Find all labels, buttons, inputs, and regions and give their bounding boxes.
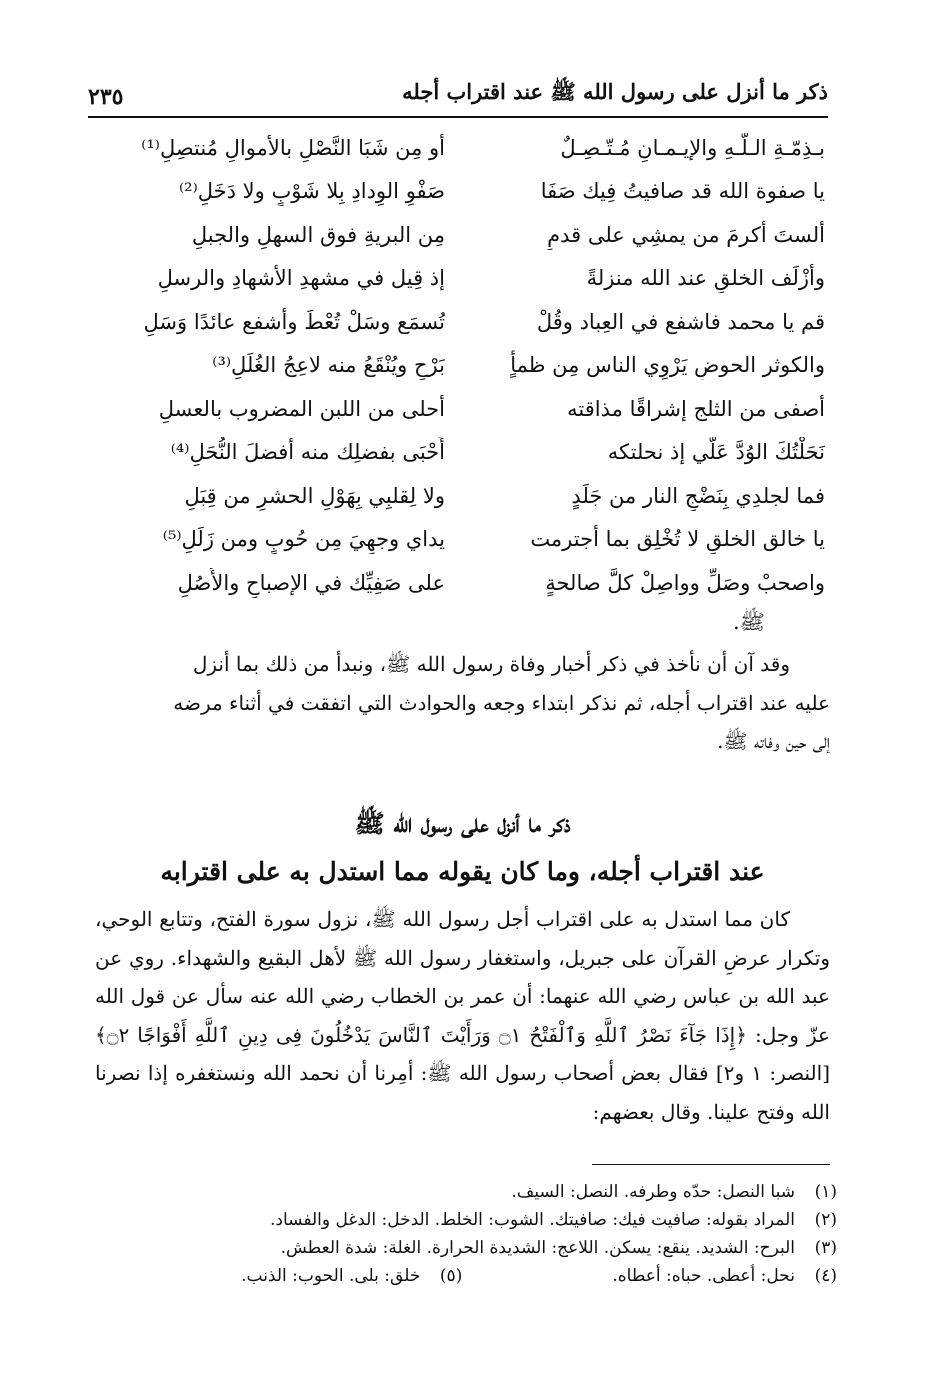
poem-verse — [100, 300, 825, 344]
verse-first-hemistich: ألستَ أكرمَ من يمشِي على قدمِ — [547, 222, 825, 247]
intro-line: وقد آن أن نأخذ في ذكر أخبار وفاة رسول الله ﷺ، ونبدأ من ذلك بما أنزل — [192, 652, 790, 676]
footnote-number: (٤) — [814, 1266, 837, 1286]
section-heading-line: عند اقتراب أجله، وما كان يقوله مما استدل به على اقترابه — [160, 857, 765, 886]
verse-second-hemistich: أو مِن شَبَا النَّصْلِ بالأموالِ مُنتصِلِ⁽¹⁾ — [141, 135, 445, 160]
verse-second-hemistich: إذ قِيل في مشهدِ الأشهادِ والرسلِ — [157, 266, 445, 291]
footnote-text: البرح: الشديد. ينقع: يسكن. اللاعج: الشديدة الحرارة. الغلة: شدة العطش. — [280, 1238, 795, 1258]
poem-verse — [100, 257, 825, 301]
intro-line: إلى حين وفاته ﷺ. — [717, 729, 830, 753]
footnote — [95, 1178, 837, 1206]
verse-first-hemistich: بـذِمّـةِ الـلّـهِ والإيـمـانِ مُـتّـصِـلٌ — [560, 135, 825, 160]
verse-first-hemistich: فما لجلدِي بِنَضْجِ النار من جَلَدٍ — [571, 483, 825, 508]
page-header — [88, 70, 828, 118]
poem-verse — [100, 213, 825, 257]
verse-first-hemistich: والكوثر الحوضِ يَرْوِي الناس مِن ظمأٍ — [510, 353, 825, 378]
poem-verse — [100, 561, 825, 605]
poem-verse — [100, 126, 825, 170]
verse-second-hemistich: أُحْبَى بفضلِك منه أفضلَ النُّحَلِ⁽⁴⁾ — [170, 440, 445, 465]
footnote — [95, 1234, 837, 1262]
section-heading — [95, 800, 830, 896]
verse-second-hemistich: أحلى من اللبن المضروب بالعسلِ — [158, 396, 445, 421]
footnote-text: شبا النصل: حدّه وطرفه. النصل: السيف. — [511, 1182, 795, 1202]
verse-second-hemistich: بَرْحٍ ويُنْقَعُ منه لاعِجُ الغُلَلِ⁽³⁾ — [212, 353, 445, 378]
verse-second-hemistich: ولا لِقلبِي بِهَوْلِ الحشرِ من قِبَلِ — [184, 483, 445, 508]
footnote — [95, 1206, 837, 1234]
footnotes — [95, 1178, 837, 1290]
poem-verse — [100, 344, 825, 388]
verse-second-hemistich: تُسمَع وسَلْ تُعْطَ وأشفع عائدًا وَسَلِ — [143, 309, 445, 334]
verse-first-hemistich: يا خالق الخلقِ لا تُخْلِق بما أجترمت — [530, 527, 825, 552]
poem-verse — [100, 474, 825, 518]
poem-verse — [100, 431, 825, 475]
footnote-divider — [592, 1164, 830, 1165]
verse-first-hemistich: أصفى من الثلج إشراقًا مذاقته — [567, 396, 825, 421]
running-title: ذكر ما أنزل على رسول الله ﷺ عند اقتراب أجله — [402, 79, 828, 104]
verse-first-hemistich: يا صفوة الله قد صافيتُ فِيك صَفَا — [540, 179, 825, 204]
verse-second-hemistich: على صَفِيِّك في الإصباحِ والأُصُلِ — [177, 570, 445, 595]
verse-first-hemistich: وأزْلَف الخلقِ عند الله منزلةً — [586, 266, 825, 291]
verse-first-hemistich: قم يا محمد فاشفع في العِباد وقُلْ — [536, 309, 825, 334]
verse-second-hemistich: يداي وجهِيَ مِن حُوبٍ ومن زَلَلِ⁽⁵⁾ — [162, 527, 445, 552]
page-number: ٢٣٥ — [88, 84, 124, 110]
intro-line: عليه عند اقتراب أجله، ثم نذكر ابتداء وجعه والحوادث التي اتفقت في أثناء مرضه — [173, 690, 830, 715]
body-text — [95, 900, 830, 1131]
poem-verse — [100, 170, 825, 214]
footnote-text: نحل: أعطى. حباه: أعطاه. — [612, 1266, 795, 1286]
footnote-number: (٥) — [439, 1266, 463, 1286]
section-heading-line: ذكر ما أنزل على رسول الله ﷺ — [354, 809, 571, 838]
footnote-row — [95, 1262, 837, 1290]
intro-paragraph — [95, 645, 830, 761]
verse-first-hemistich: نَحَلْتُكَ الوُدَّ عَلّي إذ نحلتكه — [607, 440, 825, 465]
footnote-text: خلق: بلى. الحوب: الذنب. — [241, 1266, 421, 1286]
footnote-number: (١) — [814, 1182, 837, 1202]
verse-second-hemistich: صَفْوِ الوِدادِ بِلا شَوْبٍ ولا دَخَلِ⁽²⁾ — [179, 179, 445, 204]
verse-first-hemistich: واصحبْ وصَلِّ وواصِلْ كلَّ صالحةٍ — [545, 570, 825, 595]
poem — [100, 126, 825, 640]
poem-tail: ﷺ. — [732, 609, 765, 634]
body-paragraph: كان مما استدل به على اقتراب أجل رسول الله ﷺ، نزول سورة الفتح، وتتابع الوحي، وتكرار عرضِ القرآن على جبريل، واستغفار رسول الله ﷺ لأهل البقيع والشهداء. روي عن عبد الله بن عباس رضي الله عنهما: أن عمر بن الخطاب رضي الله عنه سأل عن قول الله عزّ وجل: ﴿إِذَا جَآءَ نَصْرُ ٱللَّهِ وَٱلْفَتْحُ ۝١ وَرَأَيْتَ ٱلنَّاسَ يَدْخُلُونَ فِى دِينِ ٱللَّهِ أَفْوَاجًا ۝٢﴾ [النصر: ١ و٢] فقال بعض أصحاب رسول الله ﷺ: أمِرنا أن نحمد الله ونستغفره إذا نصرنا الله وفتح علينا. وقال بعضهم: — [95, 907, 831, 1124]
footnote-text: المراد بقوله: صافيت فيك: صافيتك. الشوب: الخلط. الدخل: الدغل والفساد. — [270, 1210, 795, 1230]
poem-verse — [100, 387, 825, 431]
footnote-number: (٣) — [814, 1238, 837, 1258]
footnote-number: (٢) — [814, 1210, 837, 1230]
poem-verse — [100, 518, 825, 562]
verse-second-hemistich: مِن البريةِ فوق السهلِ والجبلِ — [191, 222, 445, 247]
